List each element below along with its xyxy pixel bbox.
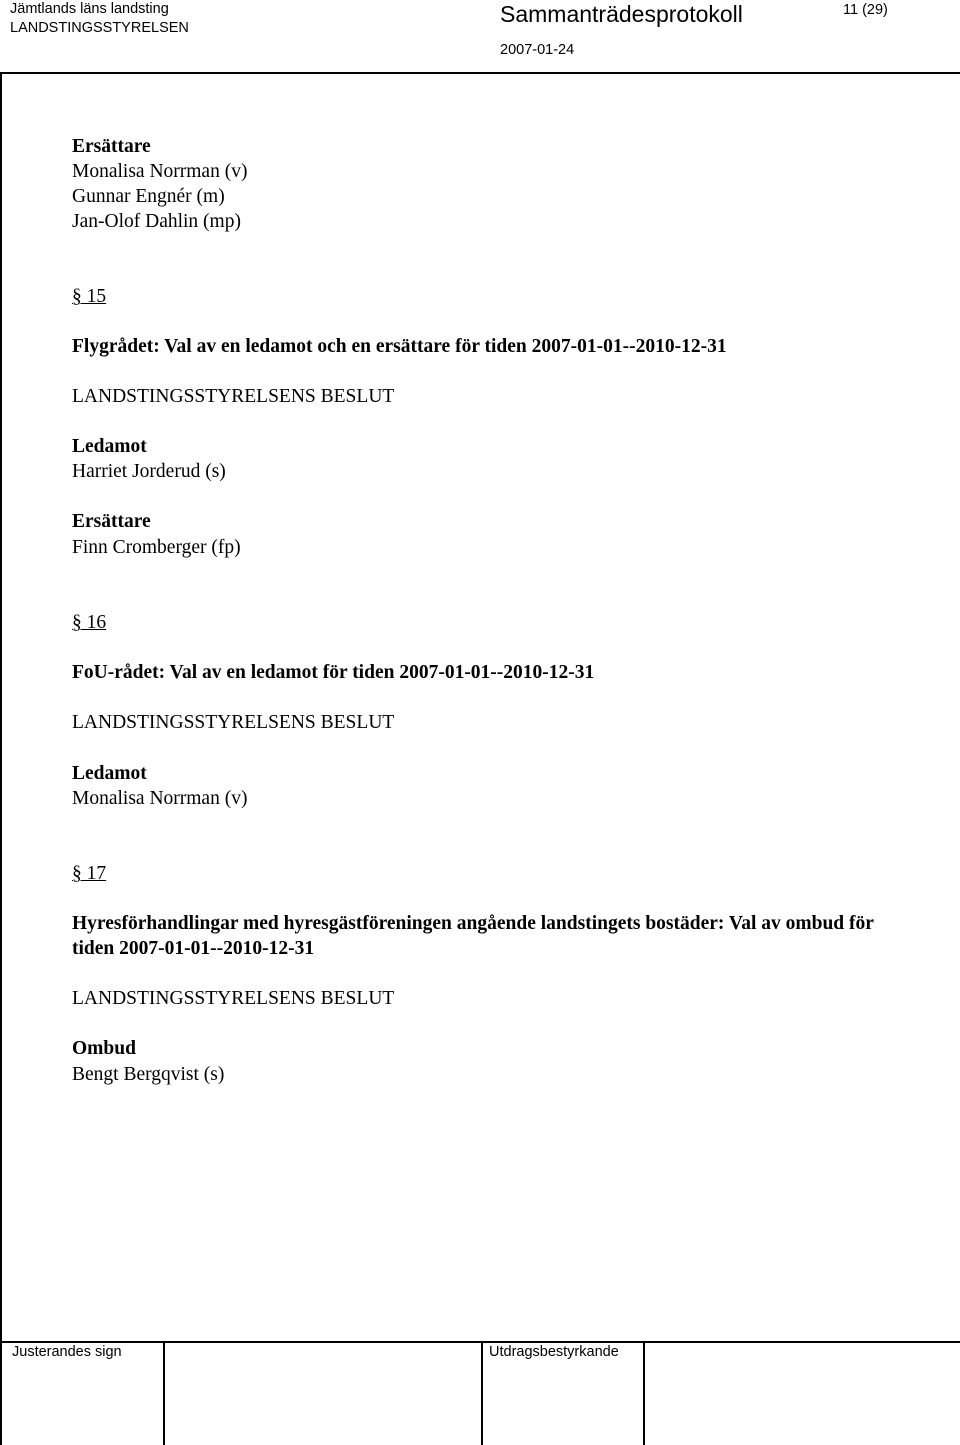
- footer-cell-border: [481, 1341, 483, 1445]
- footer-cell-border: [0, 1341, 2, 1445]
- extract-certification-label: Utdragsbestyrkande: [489, 1344, 619, 1360]
- role-name: Harriet Jorderud (s): [72, 461, 226, 482]
- section-title-line1: Hyresförhandlingar med hyresgästföreningen angående landstingets bostäder: Val av ombud för: [72, 913, 874, 934]
- role-name: Monalisa Norrman (v): [72, 788, 248, 809]
- section-number: § 15: [72, 286, 107, 307]
- page-number: 11 (29): [843, 2, 888, 18]
- section-number: § 16: [72, 612, 107, 633]
- section-title-line2: tiden 2007-01-01--2010-12-31: [72, 938, 315, 959]
- role-name: Bengt Bergqvist (s): [72, 1064, 225, 1085]
- footer-cell-border: [163, 1341, 165, 1445]
- header-divider: [0, 72, 960, 74]
- section-title: Flygrådet: Val av en ledamot och en ersättare för tiden 2007-01-01--2010-12-31: [72, 336, 727, 357]
- meeting-date: 2007-01-24: [500, 42, 575, 58]
- decision-heading: LANDSTINGSSTYRELSENS BESLUT: [72, 988, 395, 1009]
- decision-heading: LANDSTINGSSTYRELSENS BESLUT: [72, 712, 395, 733]
- intro-member: Gunnar Engnér (m): [72, 186, 225, 207]
- intro-member: Jan-Olof Dahlin (mp): [72, 211, 241, 232]
- footer-divider: [0, 1341, 960, 1343]
- role-label: Ledamot: [72, 436, 147, 457]
- footer-cell-border: [643, 1341, 645, 1445]
- role-label: Ersättare: [72, 511, 151, 532]
- section-number: § 17: [72, 863, 107, 884]
- role-label: Ledamot: [72, 763, 147, 784]
- decision-heading: LANDSTINGSSTYRELSENS BESLUT: [72, 386, 395, 407]
- intro-heading: Ersättare: [72, 136, 151, 157]
- role-label: Ombud: [72, 1038, 136, 1059]
- organization-name: Jämtlands läns landsting: [10, 1, 169, 17]
- department-name: LANDSTINGSSTYRELSEN: [10, 20, 189, 36]
- left-margin-line: [0, 74, 2, 1342]
- role-name: Finn Cromberger (fp): [72, 537, 241, 558]
- signature-label: Justerandes sign: [12, 1344, 122, 1360]
- section-title: FoU-rådet: Val av en ledamot för tiden 2007-01-01--2010-12-31: [72, 662, 595, 683]
- intro-member: Monalisa Norrman (v): [72, 161, 248, 182]
- document-title: Sammanträdesprotokoll: [500, 1, 743, 27]
